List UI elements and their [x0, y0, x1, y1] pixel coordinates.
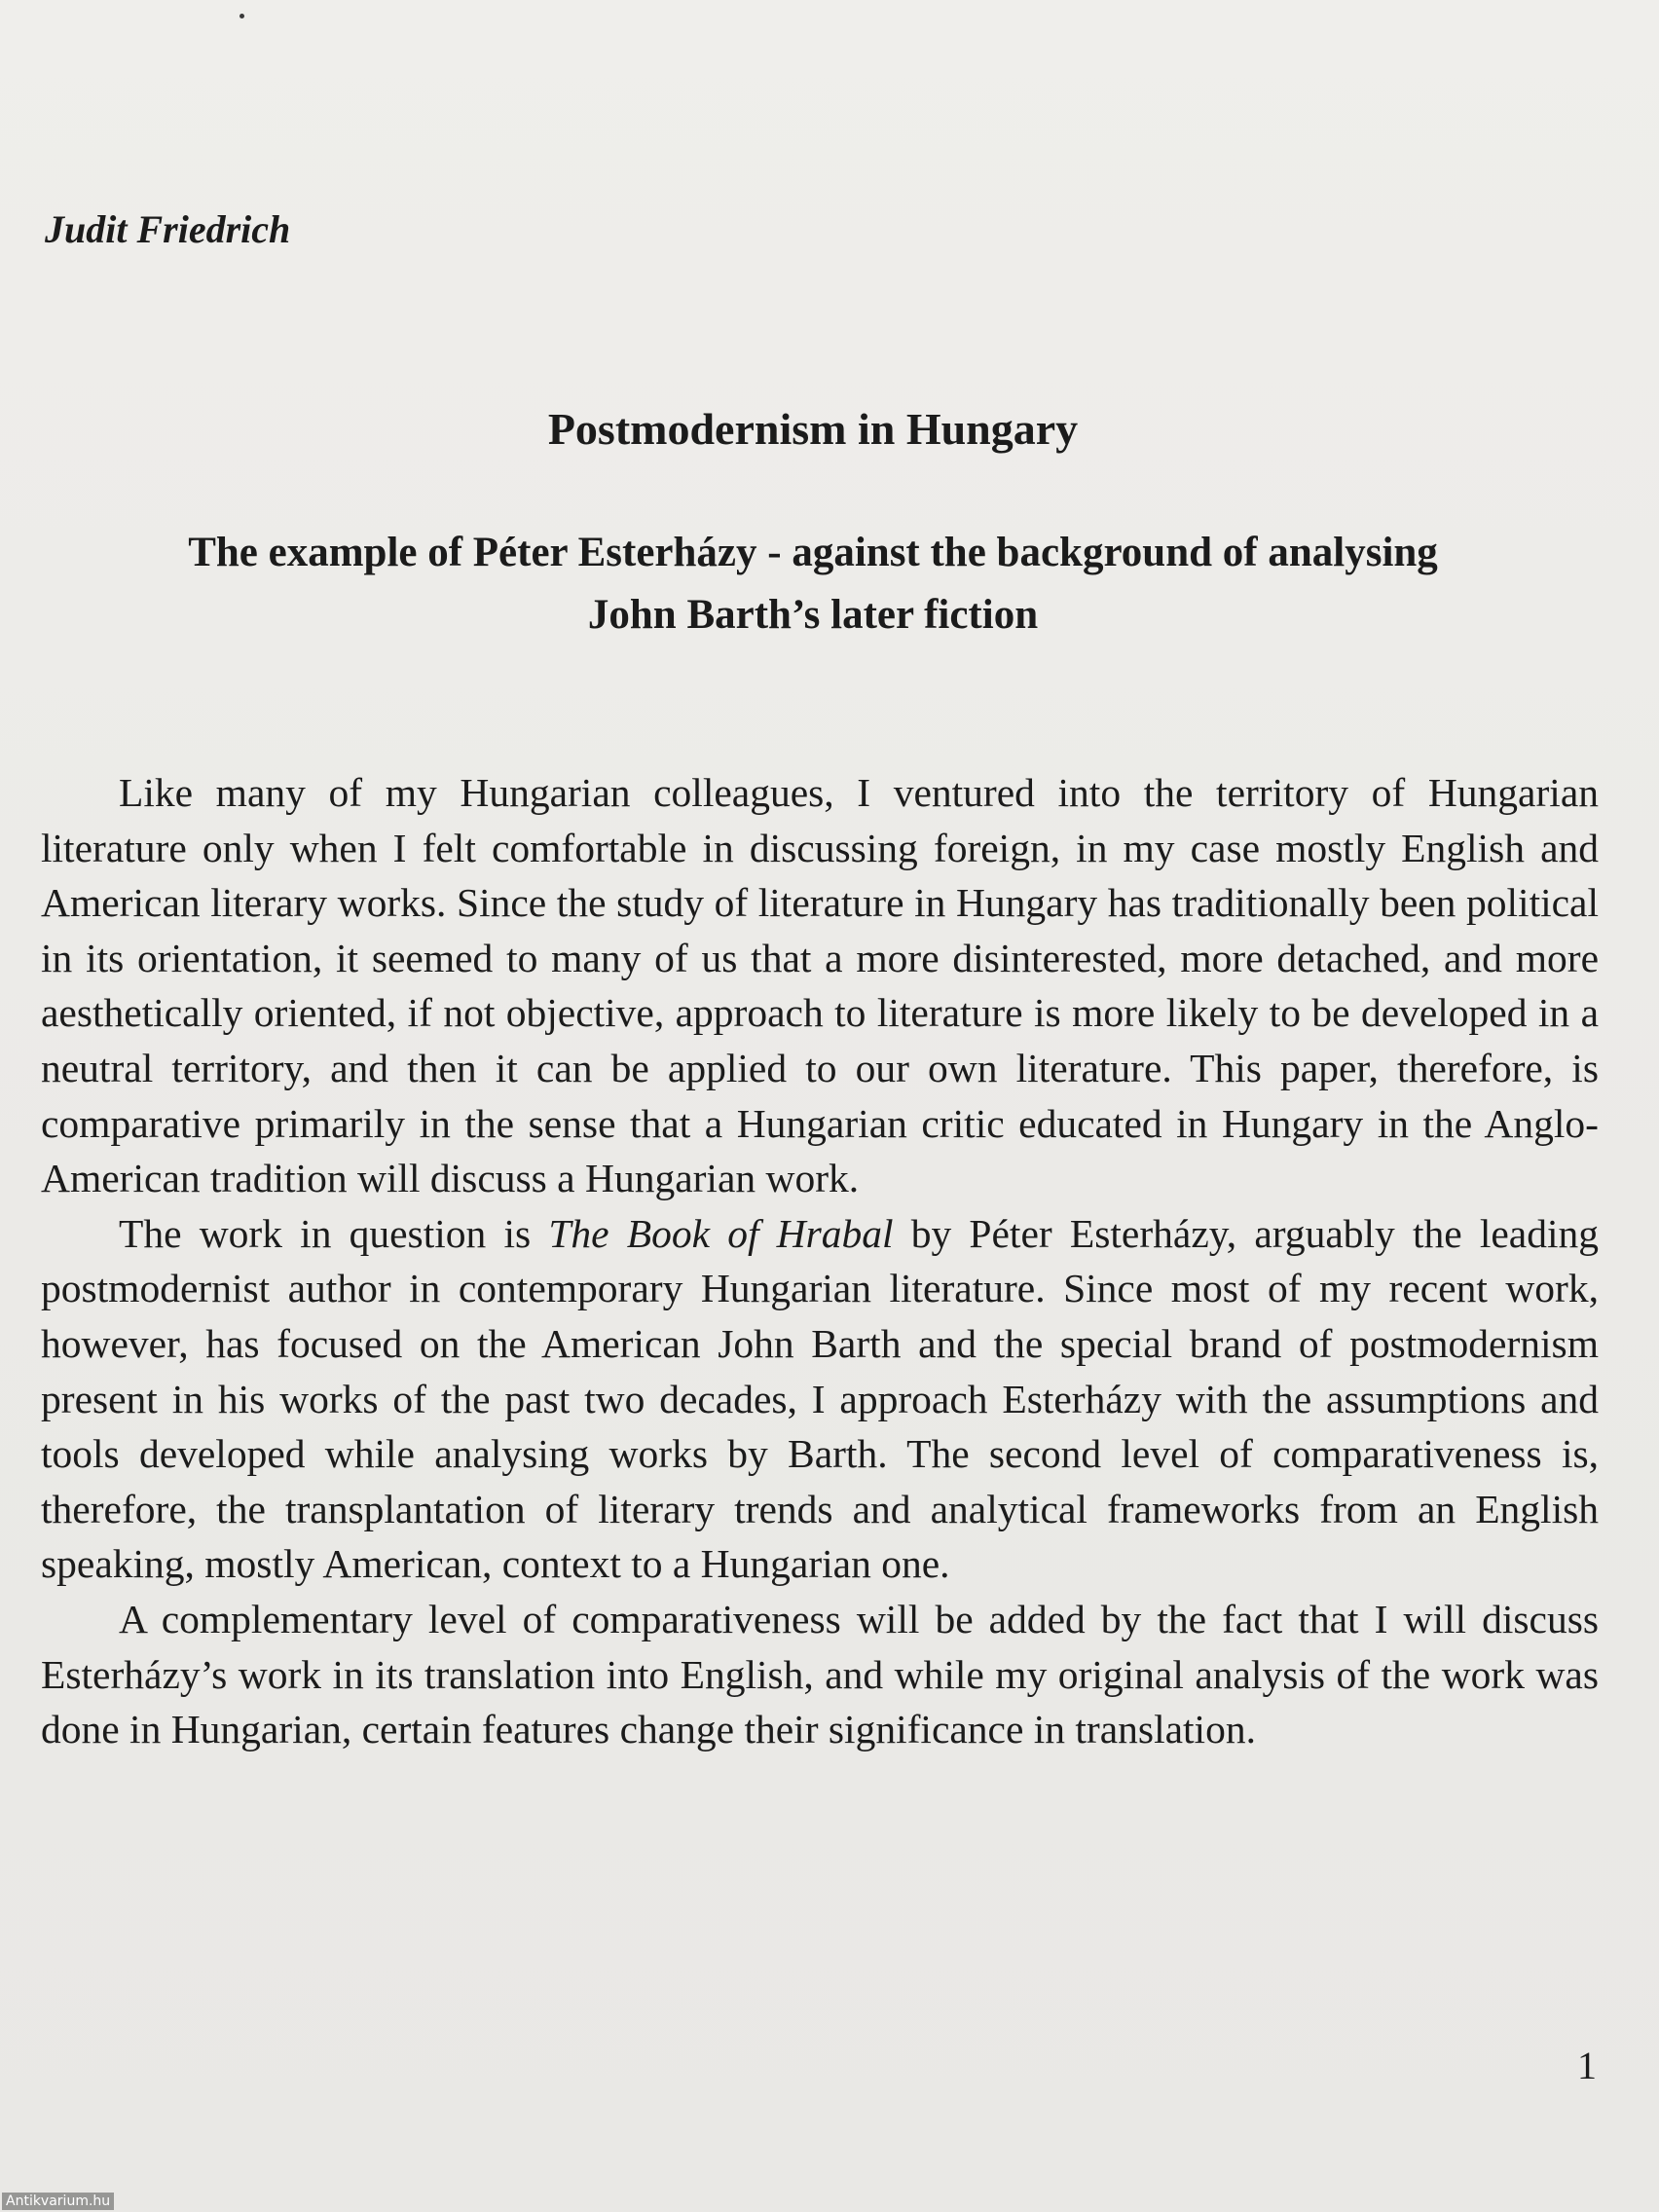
subtitle-line-1: The example of Péter Esterházy - against the background of analysing	[188, 530, 1438, 575]
paper-subtitle	[39, 522, 1587, 646]
paragraph-3: A complementary level of comparativeness will be added by the fact that I will discuss Esterházy’s work in its translation into English, and while my original analysis of the work was done in Hungarian, certain features change their significance in translation.	[41, 1596, 1599, 1752]
book-title: The Book of Hrabal	[548, 1210, 894, 1256]
paragraph-1: Like many of my Hungarian colleagues, I ventured into the territory of Hungarian literature only when I felt comfortable in discussing foreign, in my case mostly English and American literary works. Since the study of literature in Hungary has traditionally been political in its orientation, it seemed to many of us that a more disinterested, more detached, and more aesthetically oriented, if not objective, approach to literature is more likely to be developed in a neutral territory, and then it can be applied to our own literature. This paper, therefore, is comparative primarily in the sense that a Hungarian critic educated in Hungary in the Anglo-American tradition will discuss a Hungarian work.	[41, 770, 1599, 1201]
paragraph-2-end: by Péter Esterházy, arguably the leading postmodernist author in contemporary Hungarian literature. Since most of my recent work, however, has focused on the American John Barth and the special brand of postmodernism present in his works of the past two decades, I approach Esterházy with the assumptions and tools developed while analysing works by Barth. The second level of comparativeness is, therefore, the transplantation of literary trends and analytical frameworks from an English speaking, mostly American, context to a Hungarian one.	[41, 1210, 1599, 1587]
paper-title: Postmodernism in Hungary	[547, 404, 1079, 454]
paragraph-2	[41, 1206, 1599, 1592]
subtitle-line-2: John Barth’s later fiction	[587, 592, 1039, 638]
page-number: 1	[1577, 2044, 1597, 2087]
site-watermark: Antikvarium.hu	[2, 2193, 114, 2210]
paragraph-2-start: The work in question is	[119, 1210, 549, 1256]
body-text	[41, 765, 1599, 1757]
author-name: Judit Friedrich	[45, 207, 291, 251]
ink-dot	[240, 14, 244, 18]
